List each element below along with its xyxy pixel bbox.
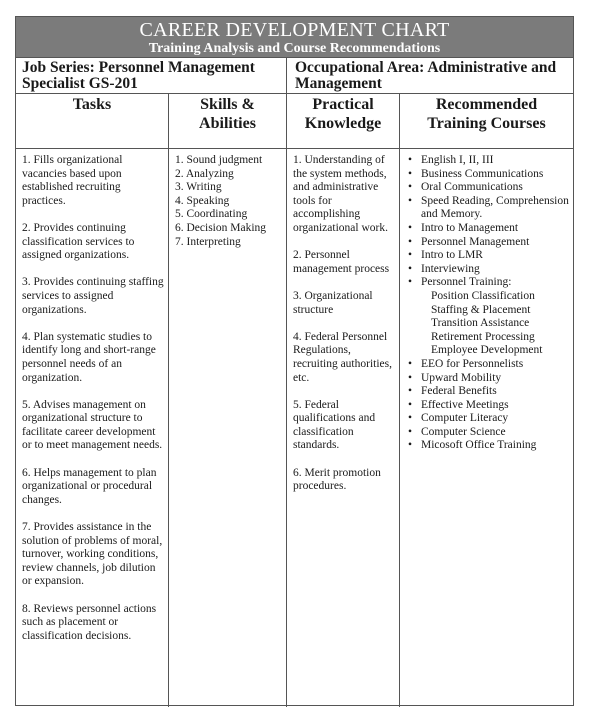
task-item: 8. Reviews personnel actions such as placement or classification decisions. — [22, 602, 157, 642]
knowledge-column — [287, 94, 400, 707]
training-label: EEO for Personnelists — [421, 357, 524, 370]
training-label: Micosoft Office Training — [421, 439, 537, 452]
tasks-header: Tasks — [16, 94, 168, 149]
knowledge-item: 4. Federal Personnel Regulations, recruiting authorities, etc. — [293, 330, 392, 384]
training-label: Personnel Management — [421, 235, 530, 248]
training-item — [408, 249, 569, 263]
task-item: 3. Provides continuing staffing services to assigned organizations. — [22, 276, 164, 316]
skills-header: Skills & Abilities — [169, 94, 286, 149]
training-item — [408, 195, 569, 222]
bullet-icon: • — [408, 235, 413, 248]
training-label: Intro to LMR — [421, 249, 483, 262]
bullet-icon: • — [408, 181, 413, 194]
training-label: Intro to Management — [421, 221, 519, 234]
training-item — [408, 263, 569, 277]
task-item: 4. Plan systematic studies to identify long and short-range personnel needs of an organization. — [22, 330, 156, 384]
knowledge-item: 2. Personnel management process — [293, 249, 390, 275]
training-label: Upward Mobility — [421, 371, 502, 384]
training-label: Computer Science — [421, 425, 506, 438]
skills-list — [169, 149, 286, 249]
skill-item: 1. Sound judgment — [175, 154, 263, 166]
job-series: Job Series: Personnel Management Specialist GS-201 — [16, 58, 287, 93]
bullet-icon: • — [408, 194, 413, 207]
training-item — [408, 426, 569, 440]
bullet-icon: • — [408, 398, 413, 411]
bullet-icon: • — [408, 439, 413, 452]
training-label: Personnel Training: — [421, 276, 512, 289]
bullet-icon: • — [408, 425, 413, 438]
training-item — [408, 439, 569, 453]
training-label: Interviewing — [421, 262, 480, 275]
knowledge-list — [287, 149, 399, 494]
title-banner — [16, 17, 573, 58]
task-item: 2. Provides continuing classification services to assigned organizations. — [22, 221, 135, 262]
tasks-list — [16, 149, 168, 643]
training-item — [408, 399, 569, 413]
training-subitem: Employee Development — [431, 344, 543, 357]
task-item: 1. Fills organizational vacancies based upon established recruiting practices. — [22, 154, 123, 207]
training-column — [400, 94, 573, 707]
tasks-column — [16, 94, 169, 707]
training-item — [408, 412, 569, 426]
bullet-icon: • — [408, 276, 413, 289]
series-row — [16, 58, 573, 94]
bullet-icon: • — [408, 221, 413, 234]
skill-item: 2. Analyzing — [175, 167, 234, 180]
training-label: Oral Communications — [421, 181, 523, 194]
training-item — [408, 168, 569, 182]
skill-item: 7. Interpreting — [175, 235, 241, 248]
bullet-icon: • — [408, 249, 413, 262]
training-item — [408, 372, 569, 386]
bullet-icon: • — [408, 385, 413, 398]
chart-subtitle: Training Analysis and Course Recommendations — [148, 41, 441, 56]
training-list — [400, 149, 573, 453]
occupational-area: Occupational Area: Administrative and Management — [295, 59, 557, 92]
training-header: Recommended Training Courses — [400, 94, 573, 149]
training-label: Effective Meetings — [421, 398, 509, 411]
training-label: Speed Reading, Comprehension and Memory. — [421, 194, 569, 221]
training-item — [408, 154, 569, 168]
bullet-icon: • — [408, 262, 413, 275]
skill-item: 3. Writing — [175, 181, 222, 194]
training-subitem: Transition Assistance — [431, 317, 530, 330]
knowledge-item: 1. Understanding of the system methods, and administrative tools for accomplishing organizational work. — [293, 154, 388, 234]
bullet-icon: • — [408, 371, 413, 384]
training-item — [408, 236, 569, 250]
task-item: 6. Helps management to plan organizational or procedural changes. — [22, 466, 157, 506]
bullet-icon: • — [408, 167, 413, 180]
career-chart — [15, 16, 574, 706]
training-item — [408, 276, 569, 358]
chart-grid — [16, 94, 573, 707]
knowledge-item: 5. Federal qualifications and classification standards. — [293, 398, 376, 452]
skill-item: 4. Speaking — [175, 194, 230, 207]
skill-item: 5. Coordinating — [175, 208, 248, 221]
training-item — [408, 181, 569, 195]
training-label: English I, II, III — [421, 154, 494, 166]
bullet-icon: • — [408, 412, 413, 425]
training-item — [408, 358, 569, 372]
skill-item: 6. Decision Making — [175, 221, 267, 234]
task-item: 7. Provides assistance in the solution of problems of moral, turnover, working conditions, review channels, job dilution or expansion. — [22, 521, 163, 588]
training-item — [408, 385, 569, 399]
chart-title: CAREER DEVELOPMENT CHART — [139, 19, 450, 41]
training-subitem: Position Classification — [431, 289, 535, 302]
training-item — [408, 222, 569, 236]
knowledge-item: 6. Merit promotion procedures. — [293, 466, 381, 493]
training-subitem: Retirement Processing — [431, 330, 535, 343]
training-subitem: Staffing & Placement — [431, 303, 531, 316]
task-item: 5. Advises management on organizational structure to facilitate career development or to meet management needs. — [22, 398, 163, 452]
skills-column — [169, 94, 287, 707]
knowledge-item: 3. Organizational structure — [293, 289, 373, 316]
bullet-icon: • — [408, 357, 413, 370]
bullet-icon: • — [408, 154, 413, 166]
training-label: Business Communications — [421, 167, 544, 180]
training-label: Computer Literacy — [421, 412, 509, 425]
knowledge-header: Practical Knowledge — [287, 94, 399, 149]
training-label: Federal Benefits — [421, 385, 497, 398]
